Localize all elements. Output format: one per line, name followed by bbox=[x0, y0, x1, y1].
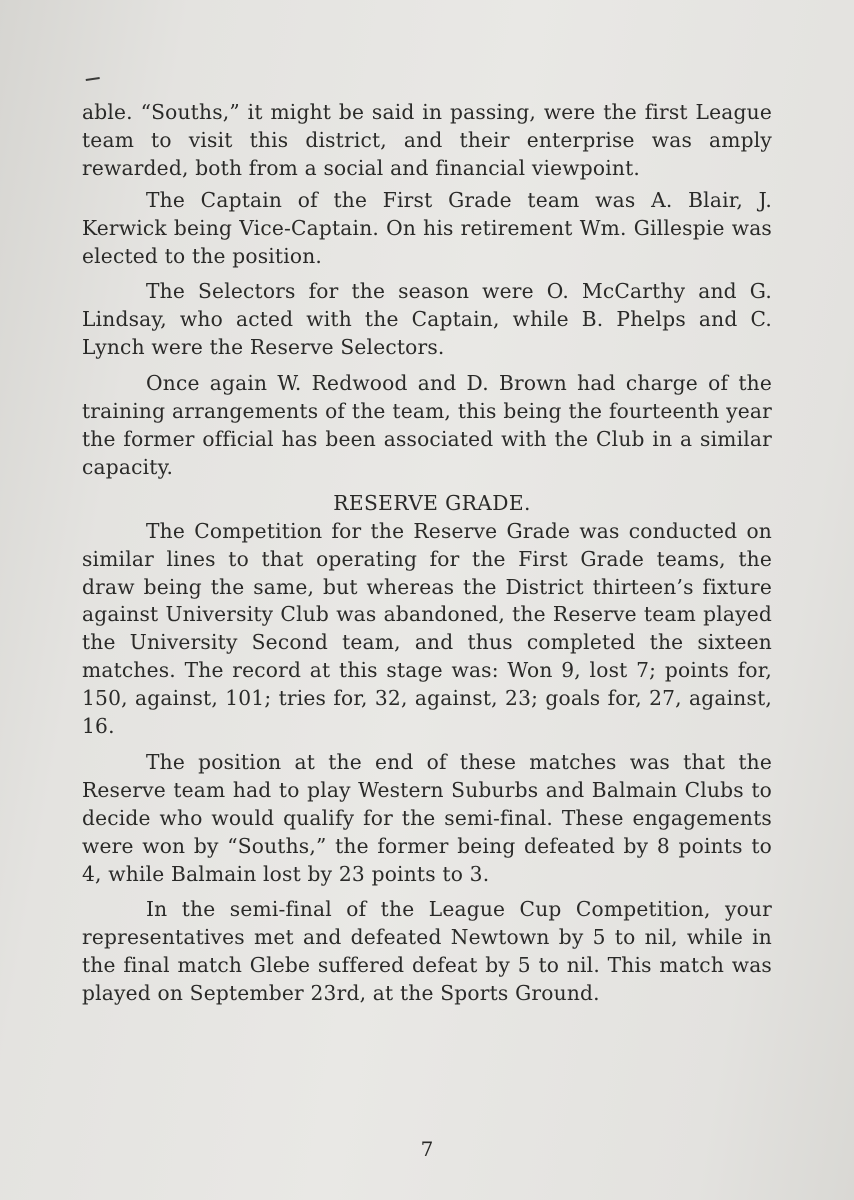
paragraph-captain: The Captain of the First Grade team was A. Blair, J. Kerwick being Vice-Captain. On his retirement Wm. Gillespie was elected to the position. bbox=[82, 187, 772, 268]
body-text bbox=[82, 99, 772, 1016]
section-heading: RESERVE GRADE. bbox=[333, 490, 531, 515]
paragraph-intro: able. “Souths,” it might be said in passing, were the first League team to visit this district, and their enterprise was amply rewarded, both from a social and financial viewpoint. bbox=[82, 100, 772, 180]
pencil-mark bbox=[86, 77, 101, 85]
paragraph-semi-final: In the semi-final of the League Cup Competition, your representatives met and defeated Newtown by 5 to nil, while in the final match Glebe suffered defeat by 5 to nil. This match was played on September 23rd, at the Sports Ground. bbox=[82, 897, 772, 1006]
paragraph-selectors: The Selectors for the season were O. McCarthy and G. Lindsay, who acted with the Captain, while B. Phelps and C. Lynch were the Reserve Selectors. bbox=[82, 279, 772, 360]
paragraph-position: The position at the end of these matches was that the Reserve team had to play Western Suburbs and Balmain Clubs to decide who would qualify for the semi-final. These engagements were won by “Souths,” the former being defeated by 8 points to 4, while Balmain lost by 23 points to 3. bbox=[82, 749, 772, 886]
paragraph-training: Once again W. Redwood and D. Brown had charge of the training arrangements of the team, this being the fourteenth year the former official has been associated with the Club in a similar capacity. bbox=[82, 371, 772, 479]
page-number: 7 bbox=[420, 1137, 434, 1161]
paragraph-competition: The Competition for the Reserve Grade was conducted on similar lines to that operating for the First Grade teams, the draw being the same, but whereas the District thirteen’s fixture against University Club was abandoned, the Reserve team played the University Second team, and thus completed the sixteen matches. The record at this stage was: Won 9, lost 7; points for, 150, against, 101; tries for, 32, against, 23; goals for, 27, against, 16. bbox=[82, 518, 772, 739]
